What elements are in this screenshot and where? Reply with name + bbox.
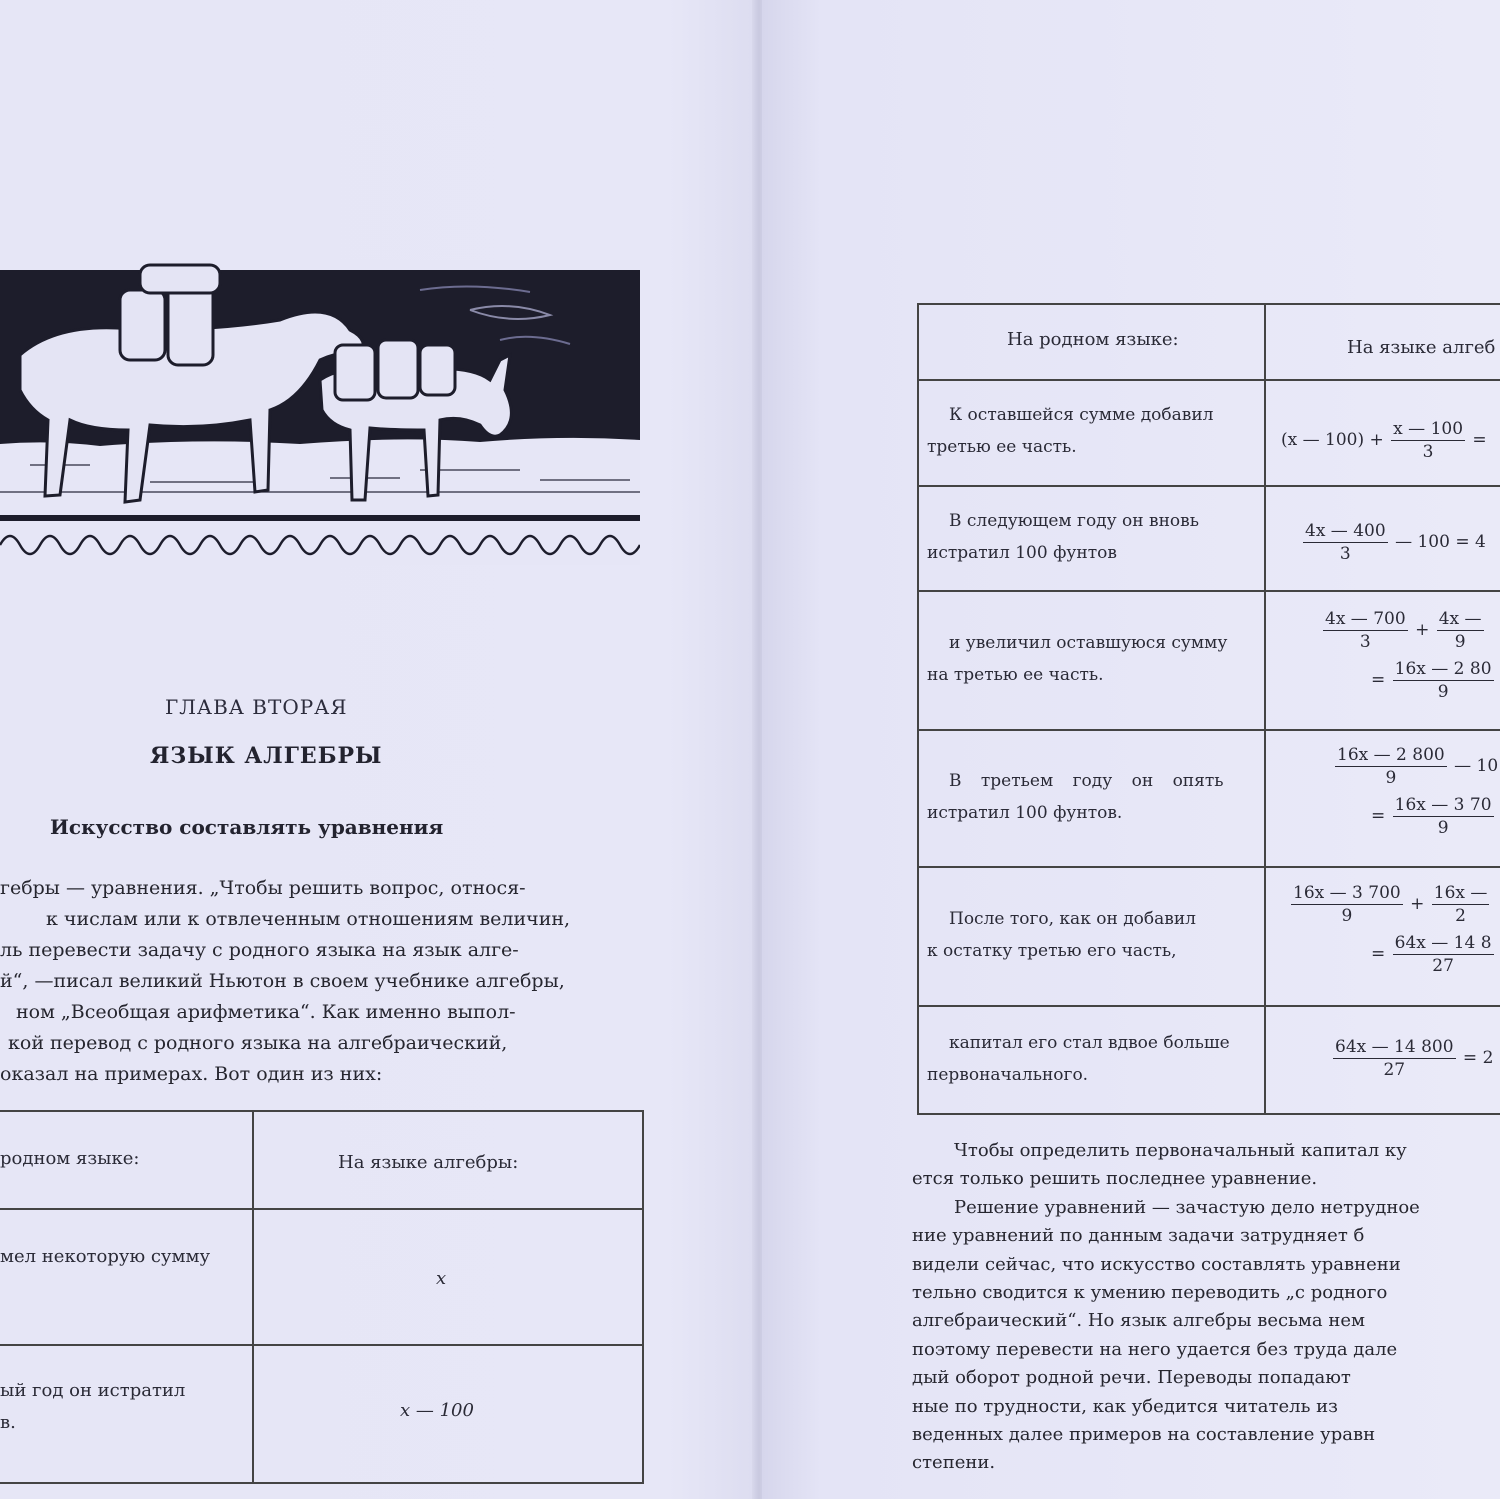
horse-and-donkey-engraving: [0, 260, 640, 565]
left-body-text: [0, 873, 650, 1090]
text-line: тельно сводится к умению переводить „с родного: [912, 1281, 1388, 1303]
table-header-algebra: На языке алгеб: [1347, 337, 1496, 358]
table-header-native: На родном языке:: [1007, 329, 1179, 350]
text-line: степени.: [912, 1452, 996, 1474]
algebra-expression: $\frac{64x — 14 800}{27}$ = 2: [1335, 1037, 1494, 1080]
table-cell-native: в.: [0, 1412, 16, 1433]
right-page: [762, 0, 1500, 1499]
text-line: ные по трудности, как убедится читатель из: [912, 1395, 1338, 1417]
table-cell-native: ый год он истратил: [0, 1380, 186, 1401]
text-line: дый оборот родной речи. Переводы попадают: [912, 1367, 1351, 1389]
chapter-number: ГЛАВА ВТОРАЯ: [165, 695, 348, 719]
table-header-algebra: На языке алгебры:: [338, 1152, 519, 1173]
text-line: веденных далее примеров на составление уравн: [912, 1423, 1376, 1445]
table-cell-algebra: x — 100: [400, 1400, 474, 1421]
left-translation-table: [0, 1110, 644, 1484]
text-line: гебры — уравнения. „Чтобы решить вопрос, относя-: [0, 877, 526, 899]
table-row: В третьем году он опять истратил 100 фунтов.: [927, 771, 1224, 823]
right-body-text: [912, 1137, 1500, 1478]
table-header-native: родном языке:: [0, 1148, 140, 1169]
algebra-expression: $\frac{16x — 3 700}{9}$ + $\frac{16x —}{2}$ = $\frac{64x — 14 8}{27}$: [1293, 883, 1492, 976]
table-row: капитал его стал вдвое больше первоначального.: [927, 1033, 1230, 1085]
text-line: й“, —писал великий Ньютон в своем учебнике алгебры,: [0, 970, 565, 992]
text-line: ном „Всеобщая арифметика“. Как именно выпол-: [16, 1001, 516, 1023]
text-line: поэтому перевести на него удается без труда дале: [912, 1338, 1398, 1360]
chapter-title: ЯЗЫК АЛГЕБРЫ: [150, 743, 383, 769]
text-line: алгебраический“. Но язык алгебры весьма нем: [912, 1310, 1366, 1332]
algebra-expression: $\frac{16x — 2 800}{9}$ — 10 = $\frac{16x — 3 70}{9}$: [1337, 745, 1499, 838]
text-line: ль перевести задачу с родного языка на язык алге-: [0, 939, 519, 961]
text-line: оказал на примерах. Вот один из них:: [0, 1063, 383, 1085]
text-line: видели сейчас, что искусство составлять уравнени: [912, 1253, 1401, 1275]
text-line: Решение уравнений — зачастую дело нетрудное: [954, 1196, 1420, 1218]
table-row: После того, как он добавил к остатку третью его часть,: [927, 909, 1196, 961]
algebra-expression: $\frac{4x — 700}{3}$ + $\frac{4x —}{9}$ = $\frac{16x — 2 80}{9}$: [1325, 609, 1492, 702]
right-translation-table: [917, 303, 1500, 1115]
table-row: В следующем году он вновь истратил 100 фунтов: [927, 511, 1199, 563]
table-cell-native: мел некоторую сумму: [0, 1246, 211, 1267]
text-line: ется только решить последнее уравнение.: [912, 1168, 1318, 1190]
table-row: и увеличил оставшуюся сумму на третью ее часть.: [927, 633, 1228, 685]
table-row: К оставшейся сумме добавил третью ее часть.: [927, 405, 1214, 457]
table-cell-algebra: x: [436, 1268, 447, 1289]
text-line: к числам или к отвлеченным отношениям величин,: [46, 908, 571, 930]
section-title: Искусство составлять уравнения: [50, 815, 444, 839]
text-line: ние уравнений по данным задачи затрудняет б: [912, 1225, 1365, 1247]
text-line: кой перевод с родного языка на алгебраический,: [8, 1032, 508, 1054]
algebra-expression: (x — 100) + $\frac{x — 100}{3}$ =: [1281, 419, 1487, 462]
algebra-expression: $\frac{4x — 400}{3}$ — 100 = 4: [1305, 521, 1486, 564]
text-line: Чтобы определить первоначальный капитал ку: [954, 1140, 1407, 1161]
